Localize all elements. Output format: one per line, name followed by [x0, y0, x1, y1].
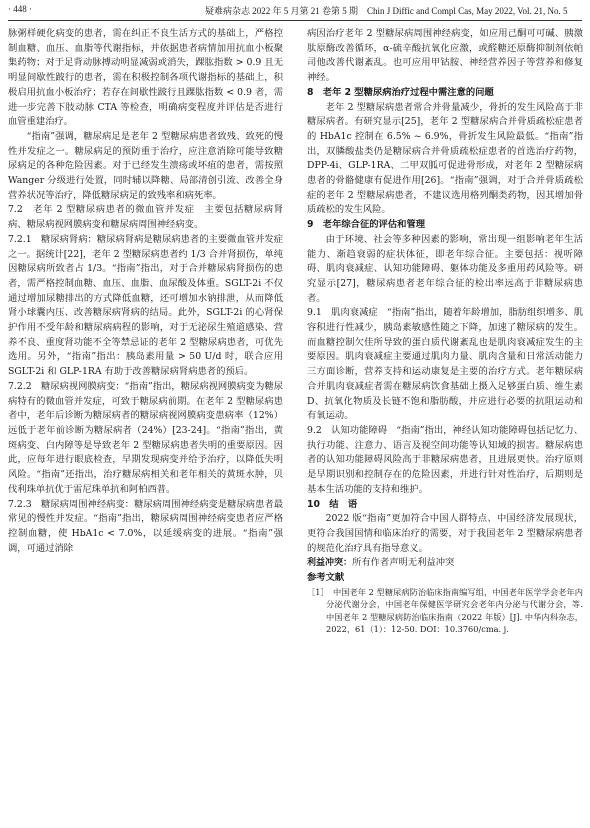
paragraph: 病因治疗老年 2 型糖尿病周围神经病变，如应用己酮可可碱、胰激肽原酶改善循环，α-硫辛酸抗氧化应激，或醛糖还原酶抑制剂依帕司他改善代谢紊乱。也可应用甲钴胺、神经营养因子等营养和修复神经。: [307, 28, 583, 84]
section-7-2-1: 7.2.1 糖尿病肾病：糖尿病肾病是糖尿病患者的主要微血管并发症之一。据统计[22]，老年 2 型糖尿病患者约 1/3 合并肾损伤，单纯因糖尿病所致者占 1/3。“指南”指出，对于合并糖尿病肾损伤的患者，需严格控制血糖、血压、血脂、血尿酸及体重。SGLT-2i 不仅通过增加尿糖排出的方式降低血糖，还可增加水钠排泄，从而降低肾小球囊内压、改善糖尿病肾病的结局。此外，SGLT-2i 的心肾保护作用不受年龄和糖尿病病程的影响，对于无泌尿生殖道感染、营养不良、重度肾功能不全等禁忌证的老年 2 型糖尿病患者，可优先选用。另外，“指南”指出：胰岛素用量 > 50 U/d 时，联合应用 SGLT-2i 和 GLP-1RA 有助于改善糖尿病肾病患者的预后。: [8, 233, 283, 378]
section-9-1: 9.1 肌肉衰减症 “指南”指出，随着年龄增加，脂肪组织增多、肌容积进行性减少，胰岛素敏感性随之下降，加速了糖尿病的发生。而血糖控制欠佳所导致的蛋白质代谢紊乱也是肌肉衰减症发生的主要原因。肌肉衰减症主要通过肌肉力量、肌肉含量和日常活动能力三方面诊断，营养支持和运动康复是主要的治疗方式。老年糖尿病合并肌肉衰减症者需在糖尿病饮食基础上摄入足够蛋白质、维生素 D、抗氧化物质及长链不饱和脂肪酸，并应进行必要的抗阻运动和有氧运动。: [307, 307, 583, 422]
section-7-2-2: 7.2.2 糖尿病视网膜病变：“指南”指出，糖尿病视网膜病变为糖尿病特有的微血管并发症，可致于糖尿病前期。在老年 2 型糖尿病患者中，老年后诊断为糖尿病者的糖尿病视网膜病变患病率（12%）远低于老年前诊断为糖尿病者（24%）[23-24]。“指南”指出，黄斑病变、白内障等是导致老年 2 型糖尿病患者失明的重要原因。因此，应每年进行眼底检查，早期发现病变并给予治疗，以降低失明风险。“指南”还指出，治疗糖尿病相关和老年相关的黄斑水肿，贝伐利珠单抗优于雷尼珠单抗和阿柏西普。: [8, 380, 283, 495]
section-heading-9: 9 老年综合征的评估和管理: [307, 219, 426, 231]
conflict-of-interest: [307, 556, 583, 571]
references-heading: 参考文献: [307, 572, 345, 584]
section-7-2-3: 7.2.3 糖尿病周围神经病变：糖尿病周围神经病变是糖尿病患者最常见的慢性并发症。“指南”指出，糖尿病周围神经病变患者应严格控制血糖，使 HbA1c < 7.0%，以延缓病变的进展。“指南”强调，可通过消除: [8, 498, 283, 554]
coi-text: 所有作者声明无利益冲突: [352, 557, 455, 569]
left-column: [8, 27, 283, 556]
paragraph: “指南”强调，糖尿病足是老年 2 型糖尿病患者致残、致死的慢性并发症之一。糖尿病足的预防重于治疗，应注意消除可能导致糖尿病足的各种危险因素。对于已经发生溃疡或坏疽的患者，需按照 Wanger 分级进行处置，同时辅以降糖、局部清创引流、改善全身营养状况等治疗，降低糖尿病足的致残率和病死率。: [8, 130, 283, 201]
paragraph: 脉粥样硬化病变的患者，需在纠正不良生活方式的基础上，严格控制血糖、血压、血脂等代谢指标，并依据患者病情加用抗血小板聚集药物；对于足背动脉搏动明显减弱或消失，踝肱指数 > 0.9 且无明显间歇性跛行的患者，需在积极控制各项代谢指标的基础上，积极启用抗血小板治疗；若存在间歇性跛行且踝肱指数 < 0.9 者，需进一步完善下肢动脉 CTA 等检查，明确病变程度并评估是否进行血管重建治疗。: [8, 28, 283, 128]
header-rule: [8, 20, 582, 21]
section-9-2: 9.2 认知功能障碍 “指南”指出，神经认知功能障碍包括记忆力、执行功能、注意力、语言及视空间功能等认知域的损害。糖尿病患者的认知功能障碍风险高于非糖尿病患者，且进展更快。治疗原则是早期识别和控制存在的危险因素，并进行针对性治疗，后期则是基本生活功能的支持和维护。: [307, 424, 583, 495]
running-header: [0, 0, 590, 22]
section-heading-8: 8 老年 2 型糖尿病治疗过程中需注意的问题: [307, 86, 494, 98]
page-number: · 448 ·: [8, 4, 32, 14]
right-column: [307, 27, 583, 636]
section-heading-10: 10 结 语: [307, 498, 358, 510]
paragraph: 老年 2 型糖尿病患者常合并骨量减少，骨折的发生风险高于非糖尿病者。有研究显示[25]，老年 2 型糖尿病合并骨质疏松症患者的 HbA1c 控制在 6.5% ~ 6.9%，骨折发生风险最低。“指南”指出，双膦酸盐类仍是糖尿病合并骨质疏松症患者的首选治疗药物，DPP-4i、GLP-1RA、二甲双胍可促进骨形成，对老年 2 型糖尿病患者的骨骼健康有促进作用[26]。“指南”强调，对于合并骨质疏松症的老年 2 型糖尿病患者，不建议选用格列酮类药物，因其增加骨质疏松的发生风险。: [307, 101, 583, 216]
journal-header-title: 疑难病杂志 2022 年 5 月第 21 卷第 5 期 Chin J Diffic and Compl Cas, May 2022, Vol. 21, No. 5: [205, 6, 568, 16]
paragraph: 2022 版“指南”更加符合中国人群特点、中国经济发展现状，更符合我国国情和临床治疗的需要，对于我国老年 2 型糖尿病患者的规范化治疗具有指导意义。: [307, 513, 583, 554]
section-7-2: 7.2 老年 2 型糖尿病患者的微血管并发症 主要包括糖尿病肾病、糖尿病视网膜病变和糖尿病周围神经病变。: [8, 204, 283, 231]
reference-item: ［1］ 中国老年 2 型糖尿病防治临床指南编写组，中国老年医学学会老年内分泌代谢分会，中国老年保健医学研究会老年内分泌与代谢分会，等. 中国老年 2 型糖尿病防治临床指南（2022 年版）[J]. 中华内科杂志，2022，61（1）：12-50. DOI：10.3760/cma. j.: [307, 586, 583, 635]
paragraph: 由于环境、社会等多种因素的影响，常出现一组影响老年生活能力、渐趋衰弱的症状体征，即老年综合征。主要包括：视听障碍、肌肉衰减症、认知功能障碍、躯体功能及多重用药风险等。研究显示[27]，糖尿病患者老年综合征的检出率远高于非糖尿病患者。: [307, 233, 583, 304]
coi-label: 利益冲突：: [307, 558, 353, 569]
